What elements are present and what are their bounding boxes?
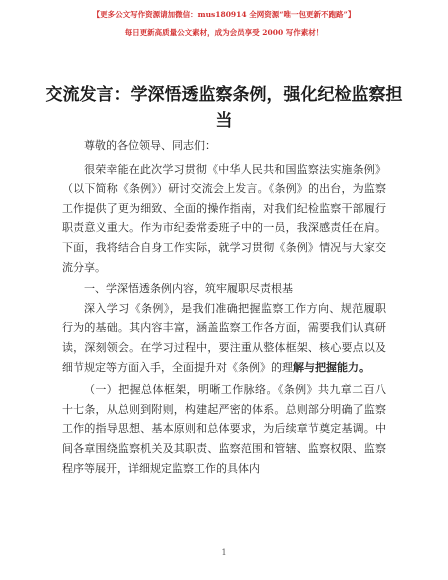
document-title: 交流发言：学深悟透监察条例，强化纪检监察担当 — [45, 85, 403, 131]
paragraph-study — [62, 299, 386, 377]
paragraph-study-text: 深入学习《条例》，是我们准确把握监察工作方向、规范履职行为的基础。其内容丰富，涵盖监察工作各方面，需要我们认真研读，深刻领会。在学习过程中，要注重从整体框架、核心要点以及细节规定等方面入手，全面提升对《条例》的理 — [62, 301, 386, 374]
promo-banner-line-1: 【更多公文写作资源请加微信：mus180914 全网资源“唯一包更新不跑路”】 — [92, 10, 356, 19]
section-heading-1: 一、学深悟透条例内容，筑牢履职尽责根基 — [84, 282, 293, 296]
promo-banner-line-2: 每日更新高质量公文素材，成为会员享受 2000 写作素材！ — [124, 28, 324, 37]
page-number: 1 — [221, 548, 227, 557]
promo-banner — [0, 8, 448, 40]
paragraph-intro: 很荣幸能在此次学习贯彻《中华人民共和国监察法实施条例》（以下简称《条例》）研讨交流会上发言。《条例》的出台，为监察工作提供了更为细致、全面的操作指南，对我们纪检监察干部履行职责意义重大。作为市纪委常委班子中的一员，我深感责任在肩。下面，我将结合自身工作实际，就学习贯彻《条例》情况与大家交流分享。 — [62, 162, 386, 274]
greeting: 尊敬的各位领导、同志们： — [84, 139, 216, 152]
document-body — [62, 136, 386, 478]
paragraph-study-bold-end: 解与把握能力。 — [293, 360, 370, 374]
paragraph-framework: （一）把握总体框架，明晰工作脉络。《条例》共九章二百八十七条，从总则到附则，构建起严密的体系。总则部分明确了监察工作的指导思想、基本原则和总体要求，为后续章节奠定基调。中间各章围绕监察机关及其职责、监察范围和管辖、监察权限、监察程序等展开，详细规定监察工作的具体内 — [62, 383, 386, 475]
